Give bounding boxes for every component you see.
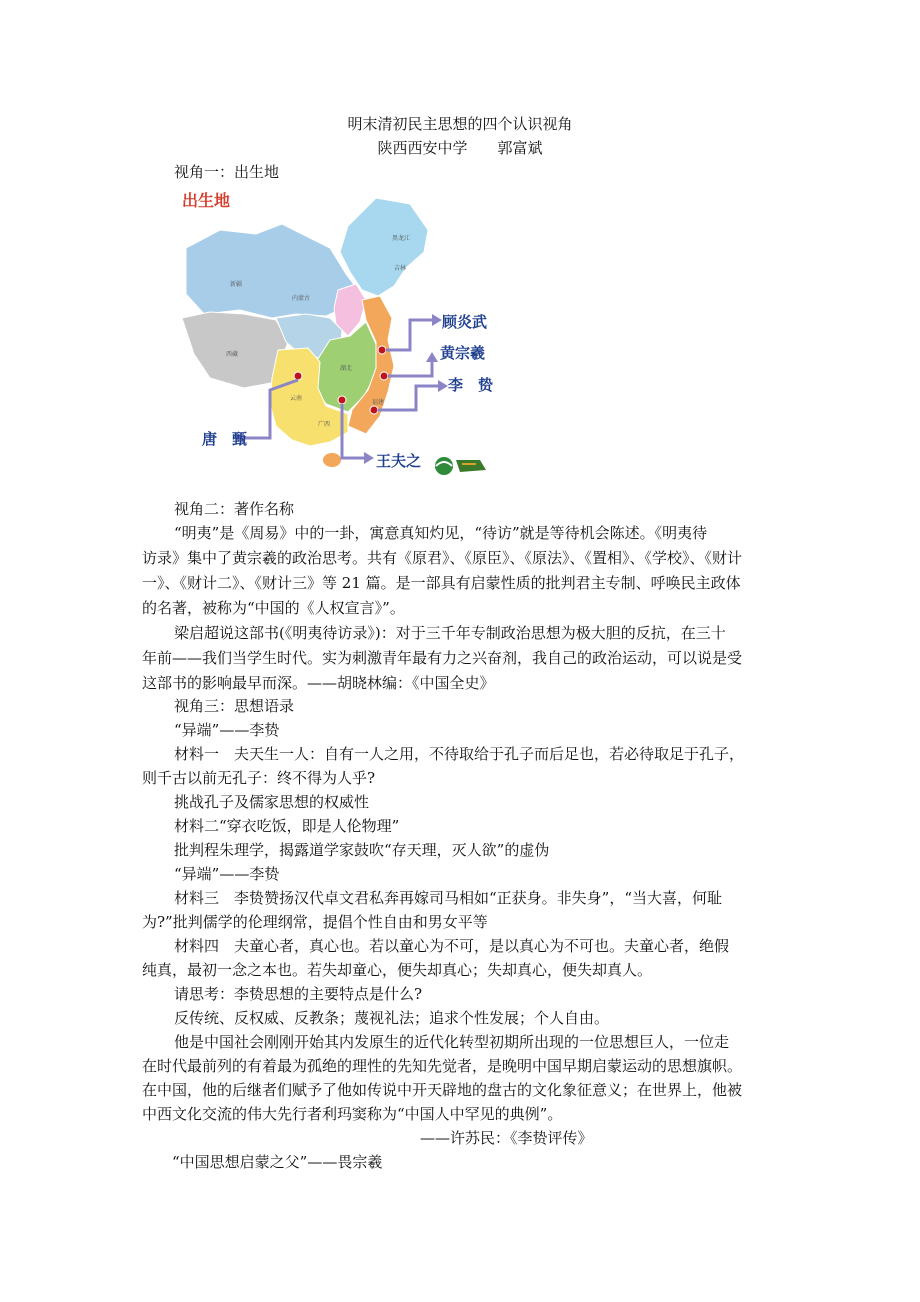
question-line: 请思考：李贽思想的主要特点是什么? (174, 985, 423, 1003)
paragraph-line: 在中国，他的后继者们赋予了他如传说中开天辟地的盘古的文化象征意义；在世界上，他被 (142, 1081, 743, 1099)
paragraph-line: 访录》集中了黄宗羲的政治思考。共有《原君》、《原臣》、《原法》、《置相》、《学校》、《财计 (142, 549, 743, 567)
material-line: 材料一 夫天生一人：自有一人之用，不待取给于孔子而后足也，若必待取足于孔子， (174, 745, 745, 763)
region-northeast (340, 198, 428, 296)
answer-line: 反传统、反权威、反教条；蔑视礼法；追求个性发展；个人自由。 (174, 1009, 610, 1027)
source-citation: ——许苏民：《李贽评传》 (420, 1129, 593, 1147)
section-heading-1: 视角一：出生地 (174, 163, 280, 181)
material-line: 为?”批判儒学的伦理纲常，提倡个性自由和男女平等 (142, 913, 488, 931)
birthplace-dot-wang (338, 396, 346, 404)
comment-line: 挑战孔子及儒家思想的权威性 (174, 793, 370, 811)
label-huang-zongxi: 黄宗羲 (440, 344, 486, 362)
svg-text:福建: 福建 (372, 399, 385, 406)
paragraph-line: 这部书的影响最早而深。——胡晓林编：《中国全史》 (142, 674, 495, 692)
paragraph-line: 梁启超说这部书(《明夷待访录》)：对于三千年专制政治思想为极大胆的反抗，在三十 (174, 624, 726, 642)
birthplace-dot-tangzhen (294, 372, 302, 380)
birthplace-map (180, 190, 500, 478)
subheading: “异端”——李贽 (174, 865, 280, 883)
svg-text:西藏: 西藏 (226, 351, 239, 358)
paragraph-line: 年前——我们当学生时代。实为刺激青年最有力之兴奋剂，我自己的政治运动，可以说是受 (142, 649, 743, 667)
section-heading-2: 视角二：著作名称 (174, 500, 295, 518)
svg-text:云南: 云南 (290, 395, 303, 402)
paragraph-line: 中西文化交流的伟大先行者利玛窦称为“中国人中罕见的典例”。 (142, 1105, 563, 1123)
paragraph-line: 他是中国社会刚刚开始其内发原生的近代化转型初期所出现的一位思想巨人，一位走 (174, 1033, 730, 1051)
material-line: 材料二“穿衣吃饭，即是人伦物理” (174, 817, 400, 835)
label-tang-zhen: 唐 甄 (202, 430, 248, 448)
material-line: 材料四 夫童心者，真心也。若以童心为不可，是以真心为不可也。夫童心者，绝假 (174, 937, 730, 955)
label-wang-fuzhi: 王夫之 (376, 452, 422, 470)
material-line: 纯真，最初一念之本也。若失却童心，便失却真心；失却真心，便失却真人。 (142, 961, 653, 979)
birthplace-dot-huang (380, 372, 388, 380)
paragraph-line: “明夷”是《周易》中的一卦，寓意真知灼见，“待访”就是等待机会陈述。《明夷待 (174, 524, 708, 542)
region-north (186, 224, 358, 318)
svg-text:吉林: 吉林 (394, 265, 407, 272)
label-li-zhi: 李 贽 (448, 376, 494, 394)
material-line: 材料三 李贽赞扬汉代卓文君私奔再嫁司马相如“正获身。非失身”，“当大喜，何耻 (174, 889, 723, 907)
svg-text:黑龙江: 黑龙江 (392, 235, 411, 242)
paragraph-line: 一》、《财计二》、《财计三》等 21 篇。是一部具有启蒙性质的批判君主专制、呼唤民主政体 (142, 574, 741, 592)
region-hainan (323, 453, 341, 467)
svg-text:广西: 广西 (318, 421, 331, 428)
label-gu-yanwu: 顾炎武 (442, 313, 488, 331)
svg-text:内蒙古: 内蒙古 (292, 295, 311, 302)
subheading: “异端”——李贽 (174, 721, 280, 739)
paragraph-line: 的名著，被称为“中国的《人权宣言》”。 (142, 599, 405, 617)
svg-text:新疆: 新疆 (230, 281, 243, 288)
section-heading-3: 视角三：思想语录 (174, 697, 295, 715)
svg-text:湖北: 湖北 (340, 365, 353, 372)
closing-line: “中国思想启蒙之父”——畏宗羲 (172, 1153, 383, 1171)
birthplace-dot-gu (378, 346, 386, 354)
logo (435, 457, 486, 475)
paragraph-line: 在时代最前列的有着最为孤绝的理性的先知先觉者，是晚明中国早期启蒙运动的思想旗帜。 (142, 1057, 743, 1075)
author-line: 陕西西安中学 郭富斌 (377, 139, 543, 157)
birthplace-dot-li (370, 406, 378, 414)
page-title: 明末清初民主思想的四个认识视角 (347, 115, 573, 133)
material-line: 则千古以前无孔子：终不得为人乎? (142, 769, 376, 787)
comment-line: 批判程朱理学，揭露道学家鼓吹“存天理，灭人欲”的虚伪 (174, 841, 550, 859)
map-header: 出生地 (182, 191, 231, 210)
